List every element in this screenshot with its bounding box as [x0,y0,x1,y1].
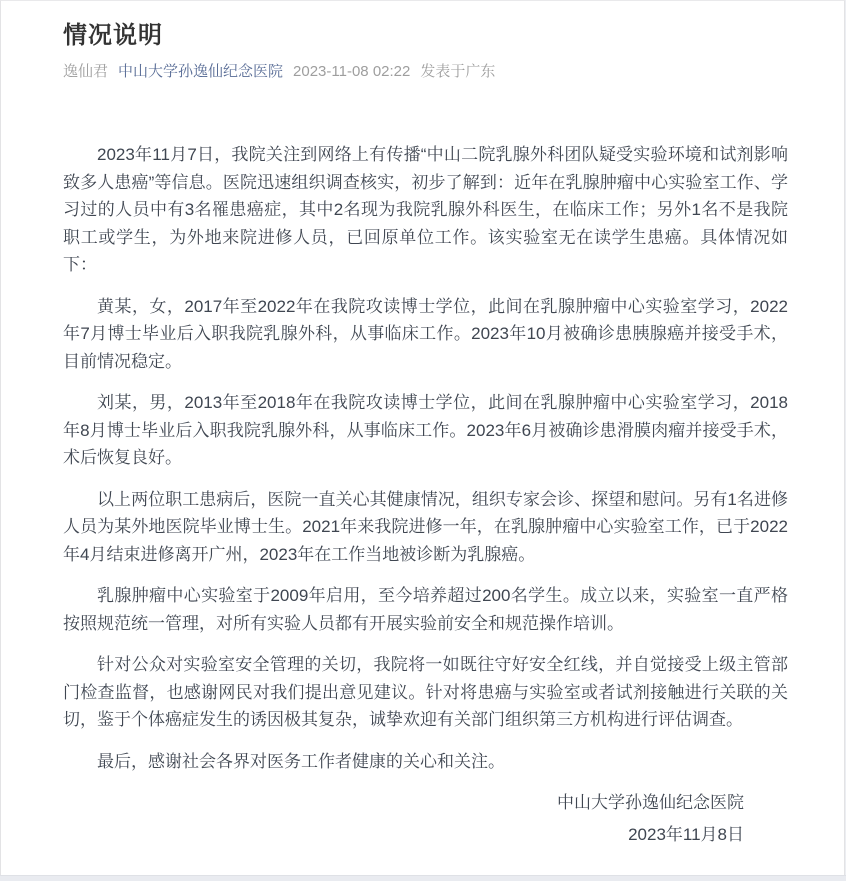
publish-timestamp: 2023-11-08 02:22 [293,63,411,80]
statement-paragraph: 以上两位职工患病后，医院一直关心其健康情况，组织专家会诊、探望和慰问。另有1名进修人员为某外地医院毕业博士生。2021年来我院进修一年，在乳腺肿瘤中心实验室工作，已于2022年4月结束进修离开广州，2023年在工作当地被诊断为乳腺癌。 [63,489,788,564]
statement-paragraph: 2023年11月7日，我院关注到网络上有传播“中山二院乳腺外科团队疑受实验环境和试剂影响致多人患癌”等信息。医院迅速组织调查核实，初步了解到：近年在乳腺肿瘤中心实验室工作、学习过的人员中有3名罹患癌症，其中2名现为我院乳腺外科医生，在临床工作；另外1名不是我院职工或学生，为外地来院进修人员，已回原单位工作。该实验室无在读学生患癌。具体情况如下： [63,145,788,274]
signature-date: 2023年11月8日 [628,824,744,844]
article-body [63,141,788,775]
author-name: 逸仙君 [63,63,109,80]
statement-paragraph: 最后，感谢社会各界对医务工作者健康的关心和关注。 [97,751,505,771]
statement-paragraph: 刘某，男，2013年至2018年在我院攻读博士学位，此间在乳腺肿瘤中心实验室学习，2018年8月博士毕业后入职我院乳腺外科，从事临床工作。2023年6月被确诊患滑膜肉瘤并接受手术，术后恢复良好。 [63,393,788,467]
article-meta [63,62,788,82]
account-link[interactable]: 中山大学孙逸仙纪念医院 [118,63,284,80]
page-bottom-edge [0,875,846,881]
statement-paragraph: 乳腺肿瘤中心实验室于2009年启用，至今培养超过200名学生。成立以来，实验室一直严格按照规范统一管理，对所有实验人员都有开展实验前安全和规范操作培训。 [63,586,788,633]
statement-paragraph: 针对公众对实验室安全管理的关切，我院将一如既往守好安全红线，并自觉接受上级主管部门检查监督，也感谢网民对我们提出意见建议。针对将患癌与实验室或者试剂接触进行关联的关切，鉴于个体癌症发生的诱因极其复杂，诚挚欢迎有关部门组织第三方机构进行评估调查。 [63,655,788,729]
statement-paragraph: 黄某，女，2017年至2022年在我院攻读博士学位，此间在乳腺肿瘤中心实验室学习，2022年7月博士毕业后入职我院乳腺外科，从事临床工作。2023年10月被确诊患胰腺癌并接受手术，目前情况稳定。 [63,296,788,371]
signature-block [63,789,788,848]
page-title: 情况说明 [63,22,163,49]
publish-location: 发表于广东 [420,63,496,80]
signature-name: 中山大学孙逸仙纪念医院 [557,793,744,812]
